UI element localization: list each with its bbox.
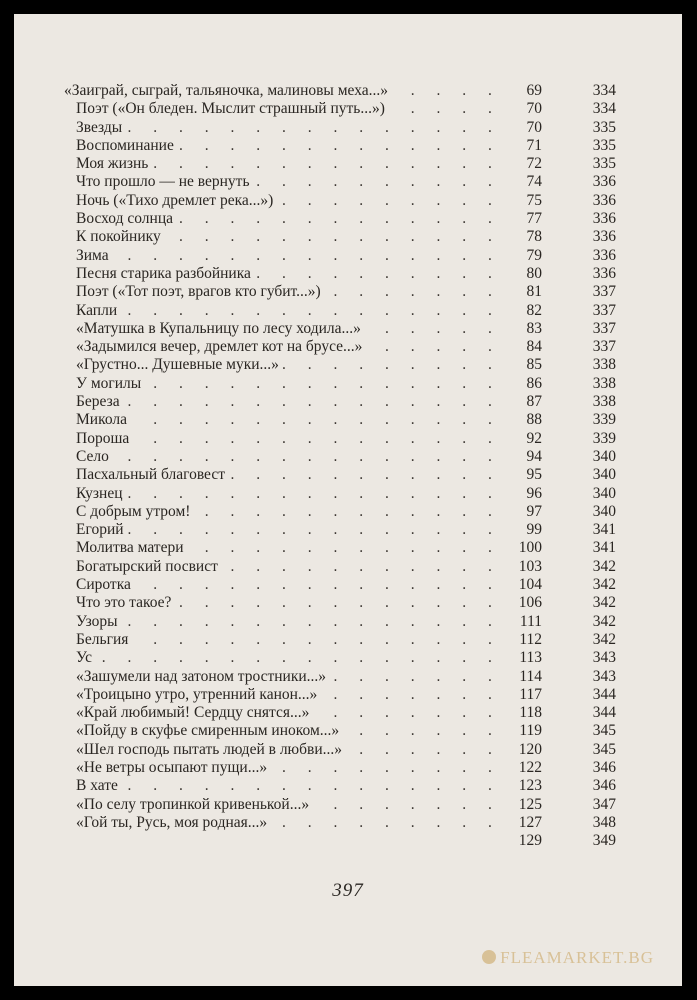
toc-entry-text-page: 87 bbox=[526, 393, 542, 411]
toc-entry-title: Береза bbox=[76, 393, 124, 411]
toc-entry-text-page: 125 bbox=[518, 795, 542, 813]
toc-entry-title: Сиротка bbox=[76, 576, 135, 594]
toc-entry-title: Поэт («Он бледен. Мыслит страшный путь...») bbox=[76, 100, 389, 118]
toc-entry bbox=[64, 430, 624, 448]
toc-entry-title: «Не ветры осыпают пущи...» bbox=[76, 759, 271, 777]
toc-entry-title: Бельгия bbox=[76, 631, 132, 649]
toc-entry-title: Село bbox=[76, 448, 113, 466]
toc-entry-text-page: 99 bbox=[526, 521, 542, 539]
toc-entry-text-page: 80 bbox=[526, 264, 542, 282]
toc-entry-text-page: 83 bbox=[526, 319, 542, 337]
toc-entry-title: Поэт («Тот поэт, врагов кто губит...») bbox=[76, 283, 325, 301]
toc-entry bbox=[64, 832, 624, 850]
toc-entry-text-page: 84 bbox=[526, 338, 542, 356]
toc-entry-text-page: 82 bbox=[526, 301, 542, 319]
toc-entry-note-page: 340 bbox=[592, 484, 616, 502]
toc-entry bbox=[64, 411, 624, 429]
toc-entry-note-page: 342 bbox=[592, 612, 616, 630]
toc-entry-note-page: 334 bbox=[592, 82, 616, 99]
toc-entry-text-page: 88 bbox=[526, 411, 542, 429]
toc-entry-note-page: 343 bbox=[592, 667, 616, 685]
toc-entry-title: Узоры bbox=[76, 613, 122, 631]
toc-entry bbox=[64, 796, 624, 814]
toc-entry-note-page: 338 bbox=[592, 356, 616, 374]
toc-entry bbox=[64, 668, 624, 686]
toc-entry-text-page: 92 bbox=[526, 429, 542, 447]
toc-entry-text-page: 106 bbox=[518, 594, 542, 612]
toc-entry bbox=[64, 192, 624, 210]
toc-entry bbox=[64, 356, 624, 374]
toc-entry-title: Моя жизнь bbox=[76, 155, 152, 173]
dot-leader bbox=[76, 393, 514, 411]
toc-entry-text-page: 70 bbox=[526, 118, 542, 136]
table-of-contents bbox=[64, 82, 624, 850]
toc-entry-note-page: 339 bbox=[592, 411, 616, 429]
toc-entry-note-page: 344 bbox=[592, 685, 616, 703]
toc-entry-note-page: 336 bbox=[592, 173, 616, 191]
toc-entry bbox=[64, 375, 624, 393]
toc-entry bbox=[64, 814, 624, 832]
toc-entry-note-page: 341 bbox=[592, 521, 616, 539]
toc-entry-title: Ус bbox=[76, 649, 96, 667]
toc-entry bbox=[64, 741, 624, 759]
toc-entry bbox=[64, 521, 624, 539]
toc-entry-title: «Троицыно утро, утренний канон...» bbox=[76, 686, 321, 704]
toc-entry-title: «Грустно... Душевные муки...» bbox=[76, 356, 283, 374]
toc-entry bbox=[64, 338, 624, 356]
toc-entry-title: Богатырский посвист bbox=[76, 558, 222, 576]
toc-entry-title: Молитва матери bbox=[76, 539, 188, 557]
toc-entry bbox=[64, 631, 624, 649]
toc-entry-title: У могилы bbox=[76, 375, 145, 393]
toc-entry-note-page: 337 bbox=[592, 301, 616, 319]
toc-entry-note-page: 342 bbox=[592, 630, 616, 648]
toc-entry bbox=[64, 558, 624, 576]
watermark-logo-icon bbox=[482, 950, 496, 964]
toc-entry-note-page: 343 bbox=[592, 649, 616, 667]
toc-entry bbox=[64, 539, 624, 557]
book-page bbox=[14, 14, 682, 986]
toc-entry-note-page: 349 bbox=[592, 832, 616, 850]
toc-entry-text-page: 104 bbox=[518, 576, 542, 594]
toc-entry-note-page: 338 bbox=[592, 393, 616, 411]
toc-entry-title: «Зашумели над затоном тростники...» bbox=[76, 668, 330, 686]
toc-entry-title: «Шел господь пытать людей в любви...» bbox=[76, 741, 346, 759]
toc-entry-title: «Край любимый! Сердцу снятся...» bbox=[76, 704, 313, 722]
toc-entry-text-page: 72 bbox=[526, 155, 542, 173]
toc-entry bbox=[64, 704, 624, 722]
toc-entry-note-page: 339 bbox=[592, 429, 616, 447]
toc-entry-note-page: 335 bbox=[592, 118, 616, 136]
dot-leader bbox=[76, 521, 514, 539]
toc-entry-text-page: 69 bbox=[526, 82, 542, 99]
toc-entry-title: «Матушка в Купальницу по лесу ходила...» bbox=[76, 320, 365, 338]
toc-entry-text-page: 129 bbox=[518, 832, 542, 850]
dot-leader bbox=[76, 119, 514, 137]
toc-entry bbox=[64, 173, 624, 191]
toc-entry bbox=[64, 485, 624, 503]
dot-leader bbox=[76, 631, 514, 649]
toc-entry-note-page: 336 bbox=[592, 210, 616, 228]
toc-entry bbox=[64, 576, 624, 594]
toc-entry-note-page: 344 bbox=[592, 704, 616, 722]
toc-entry-title: «Пойду в скуфье смиренным иноком...» bbox=[76, 722, 343, 740]
toc-entry bbox=[64, 228, 624, 246]
toc-entry-note-page: 337 bbox=[592, 283, 616, 301]
toc-entry-note-page: 336 bbox=[592, 264, 616, 282]
toc-entry-title: «По селу тропинкой кривенькой...» bbox=[76, 796, 313, 814]
toc-entry-title: В хате bbox=[76, 777, 122, 795]
toc-entry-note-page: 340 bbox=[592, 466, 616, 484]
toc-entry-text-page: 86 bbox=[526, 374, 542, 392]
dot-leader bbox=[76, 430, 514, 448]
toc-entry-text-page: 85 bbox=[526, 356, 542, 374]
toc-entry bbox=[64, 302, 624, 320]
toc-entry bbox=[64, 503, 624, 521]
dot-leader bbox=[76, 777, 514, 795]
toc-entry-text-page: 122 bbox=[518, 758, 542, 776]
toc-entry-title: Егорий bbox=[76, 521, 128, 539]
toc-entry-title: Что прошло — не вернуть bbox=[76, 173, 254, 191]
toc-entry-title: Что это такое? bbox=[76, 594, 175, 612]
toc-entry bbox=[64, 686, 624, 704]
toc-entry bbox=[64, 466, 624, 484]
toc-entry-note-page: 345 bbox=[592, 740, 616, 758]
toc-entry-note-page: 338 bbox=[592, 374, 616, 392]
toc-entry bbox=[64, 283, 624, 301]
toc-entry bbox=[64, 594, 624, 612]
toc-entry-note-page: 336 bbox=[592, 246, 616, 264]
toc-entry-note-page: 340 bbox=[592, 502, 616, 520]
toc-entry bbox=[64, 137, 624, 155]
toc-entry-title: С добрым утром! bbox=[76, 503, 194, 521]
page-number: 397 bbox=[332, 880, 364, 901]
toc-entry-title: К покойнику bbox=[76, 228, 165, 246]
toc-entry-text-page: 100 bbox=[518, 539, 542, 557]
dot-leader bbox=[76, 411, 514, 429]
toc-entry-text-page: 117 bbox=[519, 685, 542, 703]
toc-entry bbox=[64, 393, 624, 411]
toc-entry-text-page: 70 bbox=[526, 100, 542, 118]
dot-leader bbox=[76, 613, 514, 631]
toc-entry bbox=[64, 448, 624, 466]
toc-entry bbox=[64, 777, 624, 795]
toc-entry-text-page: 103 bbox=[518, 557, 542, 575]
toc-entry-text-page: 81 bbox=[526, 283, 542, 301]
toc-entry bbox=[64, 722, 624, 740]
toc-entry bbox=[64, 247, 624, 265]
toc-entry-text-page: 95 bbox=[526, 466, 542, 484]
toc-entry-title: «Задымился вечер, дремлет кот на брусе...» bbox=[76, 338, 366, 356]
toc-entry bbox=[64, 82, 624, 100]
dot-leader bbox=[76, 485, 514, 503]
toc-entry-note-page: 336 bbox=[592, 228, 616, 246]
toc-entry-title: Кузнец bbox=[76, 485, 127, 503]
toc-entry-note-page: 348 bbox=[592, 813, 616, 831]
dot-leader bbox=[76, 247, 514, 265]
watermark bbox=[482, 948, 654, 968]
toc-entry-text-page: 111 bbox=[519, 612, 542, 630]
toc-entry bbox=[64, 119, 624, 137]
toc-entry-text-page: 119 bbox=[519, 722, 542, 740]
toc-entry-note-page: 342 bbox=[592, 557, 616, 575]
toc-entry-text-page: 71 bbox=[526, 136, 542, 154]
toc-entry-note-page: 341 bbox=[592, 539, 616, 557]
toc-entry-text-page: 79 bbox=[526, 246, 542, 264]
toc-entry bbox=[64, 759, 624, 777]
toc-entry-text-page: 113 bbox=[519, 649, 542, 667]
toc-entry-text-page: 94 bbox=[526, 447, 542, 465]
dot-leader bbox=[76, 448, 514, 466]
toc-entry-title: Воспоминание bbox=[76, 137, 178, 155]
toc-entry-title: Пасхальный благовест bbox=[76, 466, 229, 484]
toc-entry-note-page: 345 bbox=[592, 722, 616, 740]
toc-entry-note-page: 342 bbox=[592, 594, 616, 612]
toc-entry-text-page: 123 bbox=[518, 777, 542, 795]
toc-entry-note-page: 335 bbox=[592, 136, 616, 154]
toc-entry bbox=[64, 155, 624, 173]
toc-entry-text-page: 75 bbox=[526, 191, 542, 209]
toc-entry-text-page: 96 bbox=[526, 484, 542, 502]
toc-entry-note-page: 340 bbox=[592, 447, 616, 465]
toc-entry-title: Пороша bbox=[76, 430, 133, 448]
toc-entry-title: «Гой ты, Русь, моя родная...» bbox=[76, 814, 271, 832]
dot-leader bbox=[76, 576, 514, 594]
toc-entry-note-page: 335 bbox=[592, 155, 616, 173]
toc-entry-note-page: 337 bbox=[592, 338, 616, 356]
toc-entry-text-page: 114 bbox=[519, 667, 542, 685]
toc-entry-title: Восход солнца bbox=[76, 210, 177, 228]
toc-entry-title: Ночь («Тихо дремлет река...») bbox=[76, 192, 277, 210]
toc-entry bbox=[64, 210, 624, 228]
dot-leader bbox=[76, 302, 514, 320]
toc-entry bbox=[64, 100, 624, 118]
toc-entry-title: Звезды bbox=[76, 119, 126, 137]
toc-entry-note-page: 347 bbox=[592, 795, 616, 813]
toc-entry-note-page: 336 bbox=[592, 191, 616, 209]
toc-entry bbox=[64, 613, 624, 631]
toc-entry bbox=[64, 649, 624, 667]
toc-entry-note-page: 346 bbox=[592, 777, 616, 795]
toc-entry-text-page: 120 bbox=[518, 740, 542, 758]
toc-entry-text-page: 127 bbox=[518, 813, 542, 831]
toc-entry-text-page: 74 bbox=[526, 173, 542, 191]
toc-entry-note-page: 346 bbox=[592, 758, 616, 776]
toc-entry-title: Песня старика разбойника bbox=[76, 265, 255, 283]
toc-entry-note-page: 337 bbox=[592, 319, 616, 337]
toc-entry-title: Зима bbox=[76, 247, 113, 265]
toc-entry-title: «Заиграй, сыграй, тальяночка, малиновы меха...» bbox=[64, 82, 392, 100]
toc-entry-note-page: 342 bbox=[592, 576, 616, 594]
toc-entry-text-page: 78 bbox=[526, 228, 542, 246]
toc-entry-text-page: 97 bbox=[526, 502, 542, 520]
toc-entry-title: Микола bbox=[76, 411, 131, 429]
toc-entry bbox=[64, 320, 624, 338]
watermark-text: FLEAMARKET.BG bbox=[500, 948, 654, 967]
toc-entry bbox=[64, 265, 624, 283]
toc-entry-title: Капли bbox=[76, 302, 121, 320]
toc-entry-text-page: 77 bbox=[526, 210, 542, 228]
dot-leader bbox=[76, 649, 514, 667]
toc-entry-text-page: 112 bbox=[519, 630, 542, 648]
toc-entry-note-page: 334 bbox=[592, 100, 616, 118]
toc-entry-text-page: 118 bbox=[519, 704, 542, 722]
